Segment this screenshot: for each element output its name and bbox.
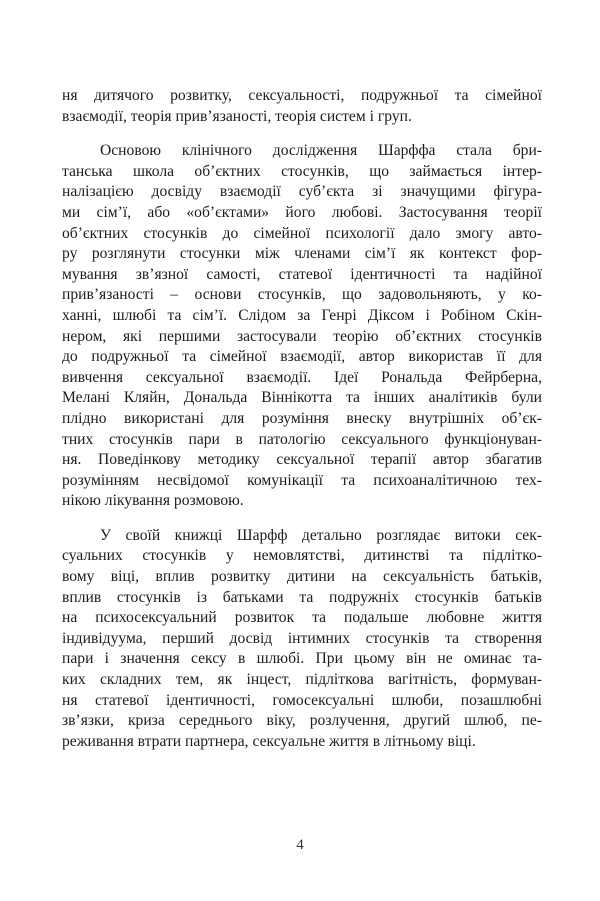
text-line: суальних стосунків у немовлятстві, дитинстві та підлітко- <box>62 547 542 565</box>
text-line: нером, які першими застосували теорію об’єктних стосунків <box>62 327 542 345</box>
text-line: пари і значення сексу в шлюбі. При цьому він не оминає та- <box>62 650 542 668</box>
text-line: до подружньої та сімейної взаємодії, автор використав її для <box>62 348 542 366</box>
text-line: ня. Поведінкову методику сексуальної терапії автор збагатив <box>62 451 542 469</box>
paragraph-gap <box>62 512 542 526</box>
text-line: ханні, шлюбі та сім’ї. Слідом за Генрі Діксом і Робіном Скін- <box>62 306 542 324</box>
text-line: ня дитячого розвитку, сексуальності, подружньої та сімейної <box>62 87 542 104</box>
body-text <box>62 86 542 752</box>
text-line: розумінням несвідомої комунікації та психоаналітичною тех- <box>62 471 542 489</box>
text-line: ня статевої ідентичності, гомосексуальні шлюби, позашлюбні <box>62 691 542 709</box>
paragraph <box>62 526 542 753</box>
text-line: вплив стосунків із батьками та подружніх стосунків батьків <box>62 588 542 606</box>
text-line: У своїй книжці Шарфф детально розглядає витоки сек- <box>100 526 542 544</box>
text-line: танська школа об’єктних стосунків, що займається інтер- <box>62 162 542 180</box>
text-line: об’єктних стосунків до сімейної психології дало змогу авто- <box>62 224 542 242</box>
text-line: нікою лікування розмовою. <box>62 492 244 510</box>
text-line: вому віці, вплив розвитку дитини на сексуальність батьків, <box>62 568 542 586</box>
text-line: зв’язки, криза середнього віку, розлучення, другий шлюб, пе- <box>62 712 542 730</box>
page-number: 4 <box>296 837 304 853</box>
paragraph <box>62 86 542 127</box>
text-line: ких складних тем, як інцест, підліткова вагітність, формуван- <box>62 671 542 689</box>
text-line: мування зв’язної самості, статевої ідентичності та надійної <box>62 265 542 283</box>
text-line: прив’язаності – основи стосунків, що задовольняють, у ко- <box>62 286 542 304</box>
text-line: плідно використані для розуміння внеску внутрішніх об’єк- <box>62 409 542 427</box>
text-line: ру розглянути стосунки між членами сім’ї як контекст фор- <box>62 245 542 263</box>
text-line: на психосексуальний розвиток та подальше любовне життя <box>62 609 542 627</box>
paragraph-gap <box>62 127 542 141</box>
text-line: ми сім’ї, або «об’єктами» його любові. Застосування теорії <box>62 203 542 221</box>
text-line: Основою клінічного дослідження Шарффа стала бри- <box>100 142 542 160</box>
text-line: Мелані Кляйн, Дональда Віннікотта та інших аналітиків були <box>62 389 542 407</box>
text-line: індивідуума, перший досвід інтимних стосунків та створення <box>62 629 542 647</box>
text-line: вивчення сексуальної взаємодії. Ідеї Рональда Фейрберна, <box>62 368 542 386</box>
text-line: взаємодії, теорія прив’язаності, теорія систем і груп. <box>62 107 412 125</box>
text-line: налізацією досвіду взаємодії суб’єкта зі значущими фігура- <box>62 183 542 201</box>
paragraph <box>62 141 542 512</box>
text-line: тних стосунків пари в патологію сексуального функціонуван- <box>62 430 542 448</box>
text-line: реживання втрати партнера, сексуальне життя в літньому віці. <box>62 732 476 750</box>
